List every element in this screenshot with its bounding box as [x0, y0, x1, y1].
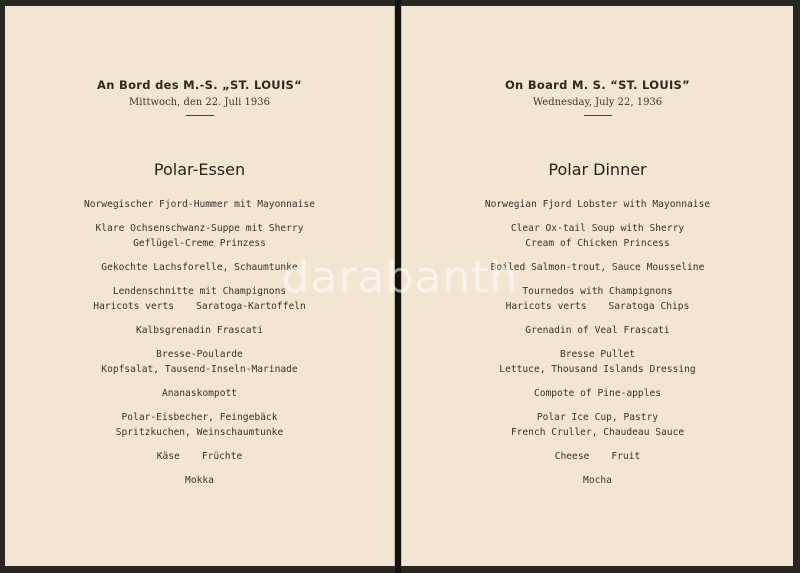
menu-item: Mokka: [185, 475, 214, 486]
menu-course: [402, 221, 793, 251]
menu-item: Bresse-Poularde: [156, 349, 243, 360]
vessel-name: An Bord des M.-S. „ST. LOUIS“: [97, 78, 302, 92]
menu-course: [402, 449, 793, 464]
menu-item-pair: [5, 449, 394, 464]
menu-course: [5, 473, 394, 488]
menu-item: Cheese: [554, 451, 590, 462]
menu-date: Wednesday, July 22, 1936: [532, 97, 663, 108]
menu-course: [5, 386, 394, 401]
menu-course: [5, 449, 394, 464]
menu-course: [5, 410, 394, 440]
menu-course: [5, 260, 394, 275]
menu-header: [402, 78, 793, 116]
menu-item: Grenadin of Veal Frascati: [525, 325, 670, 336]
divider-rule: [186, 115, 214, 116]
menu-course: [402, 410, 793, 440]
menu-course: [402, 197, 793, 212]
menu-item: Kopfsalat, Tausend-Inseln-Marinade: [101, 364, 298, 375]
menu-item: Früchte: [201, 451, 243, 462]
menu-course: [5, 197, 394, 212]
watermark: darabanth: [281, 252, 519, 303]
menu-item-pair: [402, 299, 793, 314]
menu-course: [402, 284, 793, 314]
menu-item: Saratoga Chips: [608, 301, 690, 312]
menu-item: Norwegischer Fjord-Hummer mit Mayonnaise: [83, 199, 316, 210]
menu-title: Polar Dinner: [548, 160, 647, 179]
menu-date: Mittwoch, den 22. Juli 1936: [129, 97, 270, 108]
menu-item: Lendenschnitte mit Champignons: [112, 286, 287, 297]
menu-item: Spritzkuchen, Weinschaumtunke: [115, 427, 284, 438]
menu-item: Cream of Chicken Princess: [525, 238, 670, 249]
menu-item: Mocha: [583, 475, 612, 486]
menu-item: Tournedos with Champignons: [522, 286, 673, 297]
menu-course: [402, 260, 793, 275]
course-list: [402, 197, 793, 497]
menu-item: Lettuce, Thousand Islands Dressing: [499, 364, 696, 375]
menu-item: Boiled Salmon-trout, Sauce Mousseline: [490, 262, 705, 273]
menu-page-german: [5, 6, 395, 566]
menu-course: [5, 221, 394, 251]
menu-item-pair: [5, 299, 394, 314]
menu-course: [402, 473, 793, 488]
menu-item: French Cruller, Chaudeau Sauce: [510, 427, 685, 438]
menu-course: [402, 323, 793, 338]
menu-item: Clear Ox-tail Soup with Sherry: [510, 223, 685, 234]
menu-item: Käse: [156, 451, 180, 462]
menu-title: Polar-Essen: [153, 160, 246, 179]
menu-course: [402, 347, 793, 377]
menu-item: Ananaskompott: [161, 388, 238, 399]
menu-course: [5, 323, 394, 338]
menu-item: Compote of Pine-apples: [533, 388, 662, 399]
divider-rule: [584, 115, 612, 116]
menu-course: [5, 347, 394, 377]
vessel-name: On Board M. S. “ST. LOUIS”: [504, 78, 691, 92]
menu-item: Fruit: [611, 451, 641, 462]
menu-item: Norwegian Fjord Lobster with Mayonnaise: [484, 199, 711, 210]
menu-item: Haricots verts: [93, 301, 175, 312]
menu-item: Polar Ice Cup, Pastry: [536, 412, 659, 423]
menu-page-english: [401, 6, 793, 566]
menu-item: Gekochte Lachsforelle, Schaumtunke: [101, 262, 298, 273]
menu-item: Klare Ochsenschwanz-Suppe mit Sherry: [95, 223, 304, 234]
menu-item: Saratoga-Kartoffeln: [196, 301, 306, 312]
menu-course: [5, 284, 394, 314]
menu-item: Bresse Pullet: [559, 349, 636, 360]
menu-item: Haricots verts: [505, 301, 587, 312]
menu-item-pair: [402, 449, 793, 464]
menu-item: Geflügel-Creme Prinzess: [133, 238, 266, 249]
menu-item: Polar-Eisbecher, Feingebäck: [121, 412, 278, 423]
menu-item: Kalbsgrenadin Frascati: [135, 325, 264, 336]
menu-header: [5, 78, 394, 116]
menu-course: [402, 386, 793, 401]
course-list: [5, 197, 394, 497]
